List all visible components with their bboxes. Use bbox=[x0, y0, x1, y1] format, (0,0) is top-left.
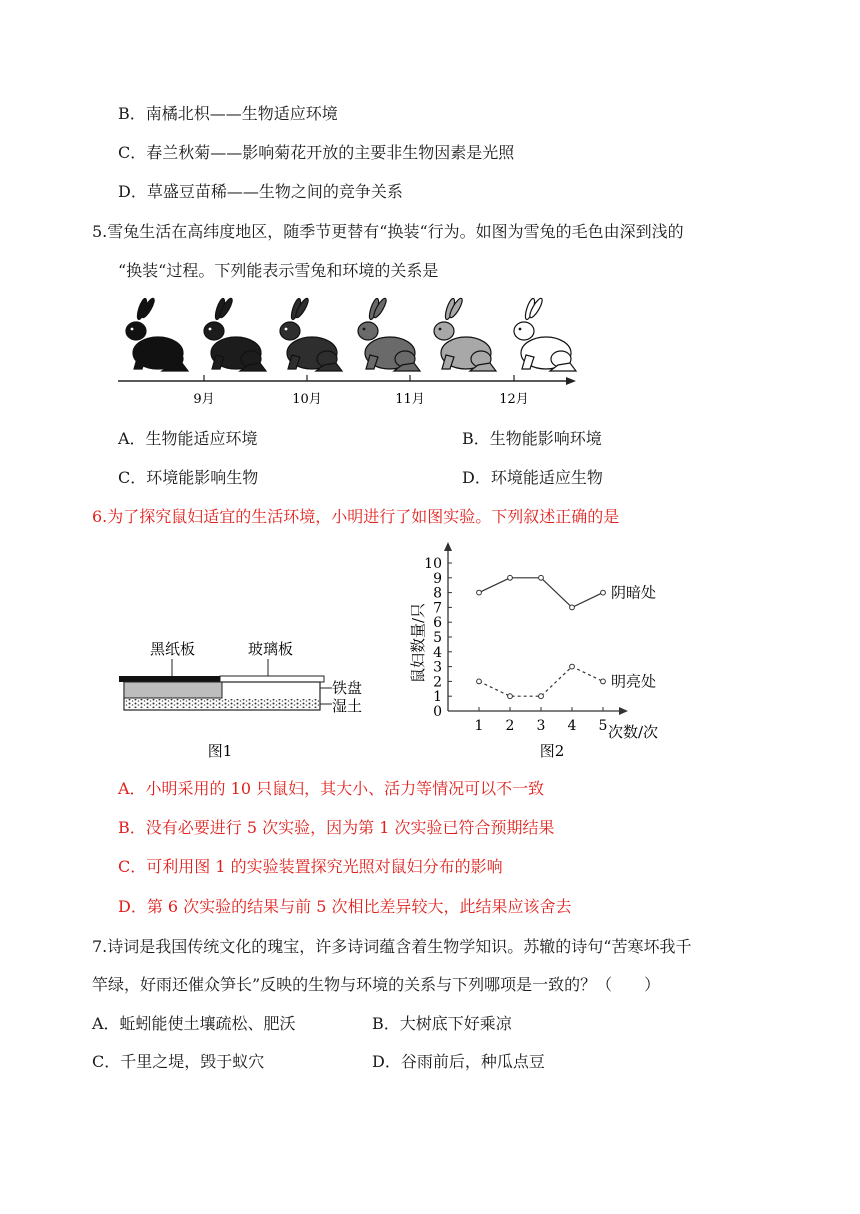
q7-option-b: B．大树底下好乘凉 bbox=[372, 1014, 512, 1033]
q6-figure2-chart bbox=[400, 540, 690, 765]
data-point bbox=[539, 694, 544, 699]
series-label: 阴暗处 bbox=[611, 583, 657, 602]
series-line-2 bbox=[479, 667, 603, 697]
q5-rabbit-figure bbox=[108, 295, 588, 410]
month-label-12: 12月 bbox=[499, 392, 529, 407]
rabbit-1 bbox=[126, 297, 188, 371]
q6-option-d: D．第 6 次实验的结果与前 5 次相比差异较大，此结果应该舍去 bbox=[118, 897, 572, 916]
rabbit-2 bbox=[204, 297, 266, 371]
data-point bbox=[477, 590, 482, 595]
y-tick-label: 2 bbox=[433, 674, 442, 691]
rabbit-5 bbox=[434, 297, 496, 371]
data-point bbox=[601, 679, 606, 684]
month-label-9: 9月 bbox=[193, 392, 215, 407]
q6-figure1-apparatus bbox=[110, 630, 370, 765]
series-line-1 bbox=[479, 578, 603, 608]
q6-option-b: B．没有必要进行 5 次实验，因为第 1 次实验已符合预期结果 bbox=[118, 818, 555, 837]
q6-option-a: A．小明采用的 10 只鼠妇，其大小、活力等情况可以不一致 bbox=[118, 779, 545, 798]
y-tick-label: 7 bbox=[433, 600, 442, 617]
q5-option-b: B．生物能影响环境 bbox=[462, 429, 602, 448]
q7-stem-line2: 竿绿，好雨还催众笋长”反映的生物与环境的关系与下列哪项是一致的？（ ） bbox=[92, 975, 661, 994]
y-tick-label: 10 bbox=[424, 556, 442, 572]
y-axis-label: 鼠妇数量/只 bbox=[409, 602, 427, 684]
rabbit-4 bbox=[358, 297, 420, 371]
label-glass-board: 玻璃板 bbox=[248, 640, 294, 658]
q4-option-b: B．南橘北枳——生物适应环境 bbox=[118, 104, 338, 123]
x-tick-label: 5 bbox=[598, 718, 608, 734]
x-axis-label: 次数/次 bbox=[608, 723, 659, 741]
y-tick-label: 5 bbox=[433, 630, 442, 646]
data-point bbox=[508, 575, 513, 580]
q5-stem-line2: “换装“过程。下列能表示雪兔和环境的关系是 bbox=[118, 261, 439, 280]
y-tick-label: 6 bbox=[433, 615, 442, 632]
rabbit-3 bbox=[280, 297, 342, 371]
q7-option-a: A．蚯蚓能使土壤疏松、肥沃 bbox=[92, 1014, 296, 1033]
y-tick-label: 8 bbox=[433, 585, 442, 602]
y-tick-label: 3 bbox=[433, 659, 442, 676]
q5-option-d: D．环境能适应生物 bbox=[462, 468, 603, 487]
rabbit-6 bbox=[514, 297, 576, 371]
q6-stem: 6.为了探究鼠妇适宜的生活环境，小明进行了如图实验。下列叙述正确的是 bbox=[92, 507, 620, 526]
x-tick-label: 2 bbox=[505, 718, 515, 734]
label-iron-tray: 铁盘 bbox=[332, 679, 363, 697]
data-point bbox=[570, 605, 575, 610]
q4-option-d: D．草盛豆苗稀——生物之间的竞争关系 bbox=[118, 182, 403, 201]
y-tick-label: 4 bbox=[433, 644, 442, 661]
fig2-caption: 图2 bbox=[539, 742, 565, 760]
x-tick-label: 3 bbox=[536, 718, 546, 734]
q5-stem-line1: 5.雪兔生活在高纬度地区，随季节更替有“换装“行为。如图为雪兔的毛色由深到浅的 bbox=[92, 222, 684, 241]
label-black-board: 黑纸板 bbox=[150, 640, 196, 658]
data-point bbox=[570, 664, 575, 669]
data-point bbox=[601, 590, 606, 595]
q4-option-c: C．春兰秋菊——影响菊花开放的主要非生物因素是光照 bbox=[118, 143, 515, 162]
x-tick-label: 4 bbox=[567, 718, 577, 734]
data-point bbox=[477, 679, 482, 684]
y-tick-label: 0 bbox=[433, 704, 442, 720]
q7-stem-line1: 7.诗词是我国传统文化的瑰宝，许多诗词蕴含着生物学知识。苏辙的诗句“苦寒坏我千 bbox=[92, 937, 692, 956]
data-point bbox=[539, 575, 544, 580]
y-tick-label: 9 bbox=[433, 570, 442, 587]
q5-option-c: C．环境能影响生物 bbox=[118, 468, 259, 487]
month-label-11: 11月 bbox=[395, 392, 425, 407]
label-wet-soil: 湿土 bbox=[332, 697, 363, 715]
series-label: 明亮处 bbox=[611, 672, 657, 691]
month-label-10: 10月 bbox=[292, 392, 322, 407]
q6-option-c: C．可利用图 1 的实验装置探究光照对鼠妇分布的影响 bbox=[118, 857, 503, 876]
x-tick-label: 1 bbox=[474, 718, 484, 734]
y-tick-label: 1 bbox=[433, 689, 442, 706]
q7-option-c: C．千里之堤，毁于蚁穴 bbox=[92, 1052, 265, 1071]
q7-option-d: D．谷雨前后，种瓜点豆 bbox=[372, 1052, 545, 1071]
data-point bbox=[508, 694, 513, 699]
q5-option-a: A．生物能适应环境 bbox=[118, 429, 258, 448]
fig1-caption: 图1 bbox=[207, 742, 233, 760]
